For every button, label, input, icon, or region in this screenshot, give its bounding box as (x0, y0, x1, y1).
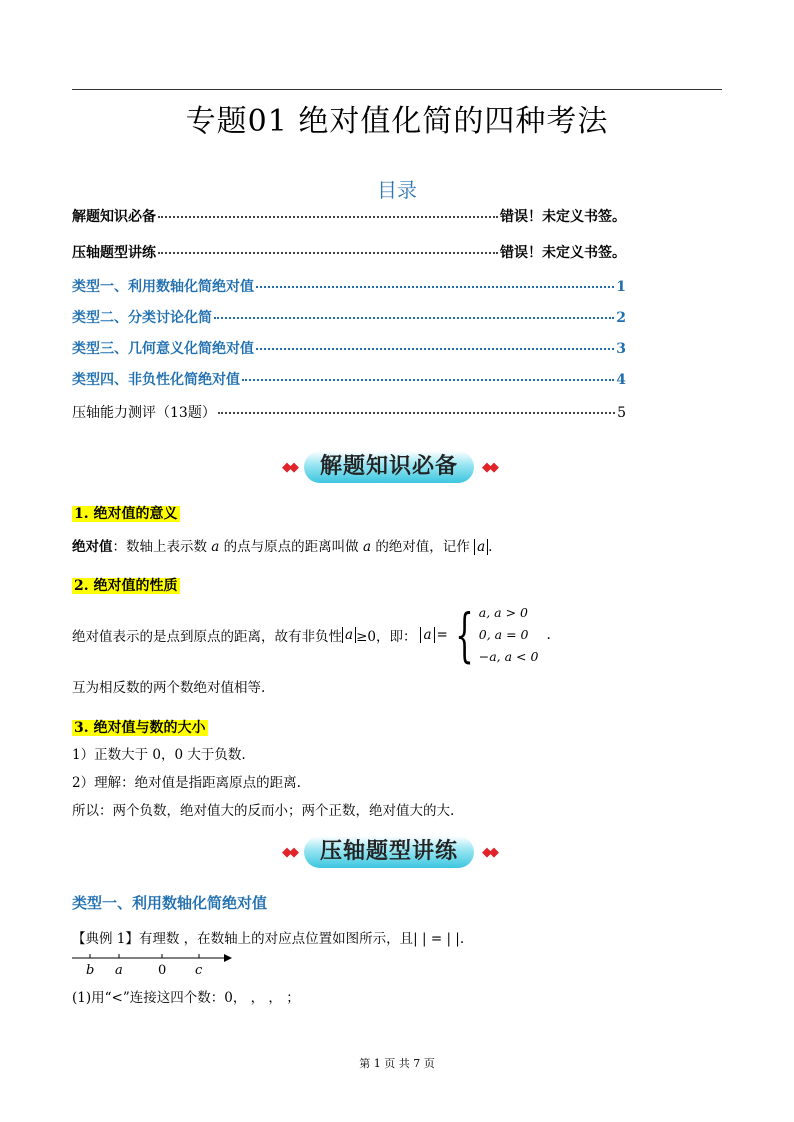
toc-entry-label: 压轴题型讲练 (72, 245, 156, 261)
document-title: 专题01 绝对值化简的四种考法 (185, 104, 609, 139)
case-zero: 0, a = 0 (478, 627, 529, 642)
banner-title: 解题知识必备 (304, 451, 474, 483)
axis-label-a: a (115, 963, 123, 978)
toc-entry-page: 3 (616, 341, 626, 357)
subheading-size (72, 717, 208, 737)
abs-value-a: a (420, 627, 434, 643)
number-line (72, 950, 242, 980)
toc-entry-label: 压轴能力测评（13题） (72, 405, 216, 421)
toc-entry[interactable] (72, 206, 626, 228)
axis-label-zero: 0 (158, 963, 167, 978)
axis-label-b: b (86, 963, 95, 978)
toc-leader (218, 412, 615, 414)
toc-entry[interactable] (72, 307, 626, 329)
var-a: a (362, 539, 372, 555)
case-positive: a, a > 0 (478, 605, 528, 620)
axis-label-c: c (195, 963, 203, 978)
toc-entry[interactable] (72, 242, 626, 264)
toc-leader (158, 252, 498, 254)
toc-entry-page: 2 (616, 310, 626, 326)
abs-value-a: a (342, 627, 356, 643)
definition-term: 绝对值 (72, 539, 113, 555)
toc-leader (256, 286, 614, 288)
highlight-heading: 3. 绝对值与数的大小 (74, 720, 206, 736)
property-line: 绝对值表示的是点到原点的距离，故有非负性 a ≥0，即： a = { a, a > 0 0, a = 0 −a, a < 0 . (72, 601, 551, 669)
piecewise-definition: { a, a > 0 0, a = 0 −a, a < 0 (455, 601, 539, 669)
highlight-heading: 2. 绝对值的性质 (74, 578, 178, 594)
list-item: 所以：两个负数，绝对值大的反而小；两个正数，绝对值大的大. (72, 803, 455, 819)
toc-heading: 目录 (377, 178, 417, 202)
subheading-properties (72, 575, 180, 595)
toc-leader (158, 216, 498, 218)
definition-text: ：数轴上表示数 (112, 539, 207, 555)
list-item: 2）理解：绝对值是指距离原点的距离. (72, 775, 301, 791)
toc-entry[interactable] (72, 402, 626, 424)
case-negative: −a, a < 0 (478, 649, 539, 664)
property-text: 绝对值表示的是点到原点的距离，故有非负性 (72, 629, 342, 645)
toc-entry-label: 类型二、分类讨论化简 (72, 310, 212, 326)
definition-text-3: 的绝对值，记作 (375, 539, 470, 555)
section-banner-practice (282, 833, 496, 871)
toc-entry-label: 类型四、非负性化简绝对值 (72, 372, 240, 388)
toc-entry-page: 4 (616, 372, 626, 388)
toc-entry-label: 解题知识必备 (72, 209, 156, 225)
toc-entry-page: 错误！未定义书签。 (500, 209, 626, 225)
definition-line: 绝对值：数轴上表示数 a 的点与原点的距离叫做 a 的绝对值，记作 a . (72, 539, 493, 555)
toc-entry-label: 类型一、利用数轴化简绝对值 (72, 279, 254, 295)
toc-entry-page: 1 (616, 279, 626, 295)
abs-value-a: a (474, 539, 488, 555)
highlight-heading: 1. 绝对值的意义 (74, 506, 178, 522)
toc-leader (214, 317, 614, 319)
property-line-2: 互为相反数的两个数绝对值相等. (72, 680, 266, 696)
diamond-icon: ◆◆ (282, 844, 296, 860)
example-statement: 【典例 1】有理数 ，在数轴上的对应点位置如图所示，且| | = | |. (72, 931, 465, 947)
list-item: 1）正数大于 0，0 大于负数. (72, 747, 246, 763)
diamond-icon: ◆◆ (482, 844, 497, 860)
banner-title: 压轴题型讲练 (304, 836, 474, 868)
toc-entry[interactable] (72, 369, 626, 391)
toc-leader (256, 348, 614, 350)
toc-entry-label: 类型三、几何意义化简绝对值 (72, 341, 254, 357)
definition-text-2: 的点与原点的距离叫做 (223, 539, 359, 555)
toc-entry[interactable] (72, 276, 626, 298)
type-one-heading: 类型一、利用数轴化简绝对值 (72, 894, 268, 912)
arrow-head-icon (224, 954, 232, 962)
toc-entry-page: 5 (617, 405, 626, 421)
var-a: a (211, 539, 220, 555)
question-1: (1)用“<”连接这四个数：0， ， ， ； (72, 990, 300, 1006)
header-rule (72, 89, 722, 90)
toc-entry[interactable] (72, 338, 626, 360)
section-banner-knowledge (282, 448, 496, 486)
property-ge: ≥0，即： (356, 629, 417, 645)
toc-entry-page: 错误！未定义书签。 (500, 245, 626, 261)
page-footer: 第 1 页 共 7 页 (359, 1057, 435, 1070)
diamond-icon: ◆◆ (482, 459, 497, 475)
subheading-meaning (72, 503, 180, 523)
diamond-icon: ◆◆ (282, 459, 296, 475)
toc-leader (242, 379, 614, 381)
